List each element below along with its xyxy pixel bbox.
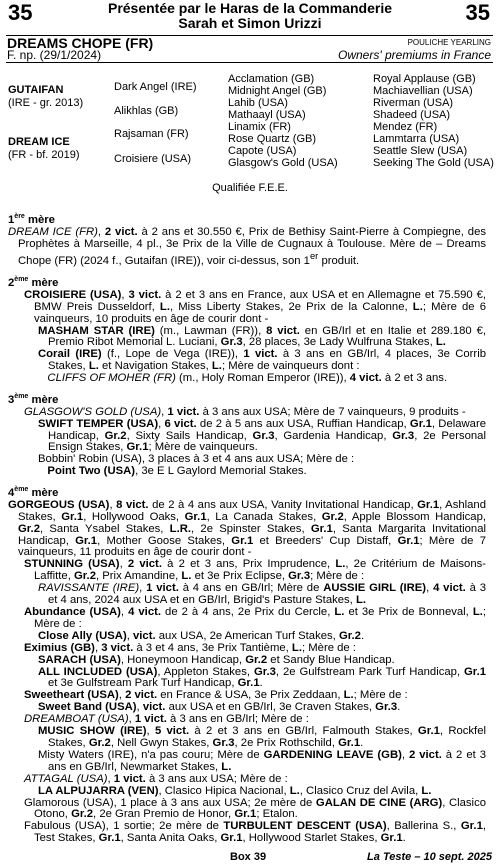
family-entry: DREAMBOAT (USA), 1 vict. à 3 ans en GB/Irl; Mère de :	[24, 713, 309, 726]
qualification-note: Qualifiée F.E.E.	[212, 182, 288, 194]
family-entry: ALL INCLUDED (USA), Appleton Stakes, Gr.3, 2e Gulfstream Park Turf Handicap, Gr.1 et 3e Gulfstream Park Turf Handicap, Gr.1.	[38, 665, 486, 690]
horse-category: POULICHE YEARLING	[407, 38, 491, 47]
g2-2: Alikhlas (GB)	[114, 105, 179, 117]
horse-birth: F. np. (29/1/2024)	[7, 48, 102, 62]
g4-3: Riverman (USA)	[373, 97, 454, 109]
family-entry: Fabulous (USA), 1 sortie; 2e mère de TURBULENT DESCENT (USA), Ballerina S., Gr.1, Test Stakes, Gr.1, Santa Anita Oaks, Gr.1, Hollywood Starlet Stakes, Gr.1.	[24, 820, 486, 845]
family-entry: Bobbin' Robin (USA), 3 places à 3 et 4 ans aux USA; Mère de :	[38, 453, 355, 466]
g4-8: Seeking The Gold (USA)	[373, 157, 494, 169]
dam-family-text	[8, 205, 486, 845]
family-entry: CROISIERE (USA), 3 vict. à 2 et 3 ans en France, aux USA et en Allemagne et 75.590 €, BMW Preis Dusseldorf, L., Miss Liberty Stakes, 2e Prix de la Calonne, L.; Mère de 6 vainqueurs, 10 produits en âge de courir dont -	[24, 288, 487, 325]
pedigree-table	[0, 70, 500, 182]
family-entry: Sweetheart (USA), 2 vict. en France & USA, 3e Prix Zeddaan, L.; Mère de :	[24, 689, 408, 702]
family-entry: CLIFFS OF MOHER (FR) (m., Holy Roman Emperor (IRE)), 4 vict. à 2 et 3 ans.	[47, 372, 448, 385]
dam-info: (FR - bf. 2019)	[8, 149, 80, 161]
section-heading: 3ème mère	[8, 393, 59, 406]
family-entry: Abundance (USA), 4 vict. de 2 à 4 ans, 2e Prix du Cercle, L. et 3e Prix de Bonneval, L.; Mère de :	[24, 606, 487, 630]
sire-info: (IRE - gr. 2013)	[8, 97, 84, 109]
section-heading: 1ère mère	[8, 213, 55, 226]
family-entry: Misty Waters (IRE), n'a pas couru; Mère de GARDENING LEAVE (GB), 2 vict. à 2 et 3 ans en GB/Irl, Newmarket Stakes, L.	[38, 748, 486, 773]
owners-premiums: Owners' premiums in France	[338, 48, 491, 62]
lot-number-left: 35	[8, 0, 33, 25]
g4-5: Mendez (FR)	[373, 121, 438, 133]
family-entry: GLASGOW'S GOLD (USA), 1 vict. à 3 ans aux USA; Mère de 7 vainqueurs, 9 produits -	[24, 405, 466, 418]
family-entry: MUSIC SHOW (IRE), 5 vict. à 2 et 3 ans en GB/Irl, Falmouth Stakes, Gr.1, Rockfel Stakes, Gr.2, Nell Gwyn Stakes, Gr.3, 2e Prix Rothschild, Gr.1.	[38, 725, 486, 749]
g2-1: Dark Angel (IRE)	[114, 81, 197, 93]
consignor: Présentée par le Haras de la Commanderie Sarah et Simon Urizzi	[107, 0, 393, 31]
box-number: Box 39	[230, 851, 267, 863]
horse-name: DREAMS CHOPE (FR)	[7, 35, 154, 51]
family-entry: Glamorous (USA), 1 place à 3 ans aux USA; 2e mère de GALAN DE CINE (ARG), Clasico Otono, Gr.2, 2e Gran Premio de Honor, Gr.1; Etalon.	[24, 796, 487, 821]
g2-4: Croisiere (USA)	[114, 153, 192, 165]
g4-7: Seattle Slew (USA)	[373, 145, 468, 157]
g4-2: Machiavellian (USA)	[373, 85, 473, 97]
g3-1: Acclamation (GB)	[228, 73, 315, 85]
g4-1: Royal Applause (GB)	[373, 73, 476, 85]
sire-name: GUTAIFAN	[8, 84, 64, 96]
family-entry: LA ALPUJARRA (VEN), Clasico Hipica Nacional, L., Clasico Cruz del Avila, L.	[38, 784, 432, 797]
g4-6: Lammtarra (USA)	[373, 133, 460, 145]
family-entry: MASHAM STAR (IRE) (m., Lawman (FR)), 8 vict. en GB/Irl et en Italie et 289.180 €, Premio Ribot Memorial L. Luciani, Gr.3, 28 places, 3e Lady Wulfruna Stakes, L.	[38, 324, 486, 349]
family-entry: Corail (IRE) (f., Lope de Vega (IRE)), 1 vict. à 3 ans en GB/Irl, 4 places, 3e Corrib Stakes, L. et Navigation Stakes, L.; Mère de vainqueurs dont :	[38, 348, 486, 373]
family-entry: SWIFT TEMPER (USA), 6 vict. de 2 à 5 ans aux USA, Ruffian Handicap, Gr.1, Delaware Handicap, Gr.2, Sixty Sails Handicap, Gr.3, Gardenia Handicap, Gr.3, 2e Personal Ensign Stakes, Gr.1; Mère de vainqueurs.	[38, 417, 487, 454]
g3-7: Capote (USA)	[228, 145, 297, 157]
lot-number-right: 35	[465, 0, 490, 25]
family-entry: Sweet Band (USA), vict. aux USA et en GB/Irl, 3e Craven Stakes, Gr.3.	[38, 701, 401, 714]
family-entry: GORGEOUS (USA), 8 vict. de 2 à 4 ans aux USA, Vanity Invitational Handicap, Gr.1, Ashland Stakes, Gr.1, Hollywood Oaks, Gr.1, La Canada Stakes, Gr.2, Apple Blossom Handicap, Gr.2, Santa Ysabel Stakes, L.R., 2e Spinster Stakes, Gr.1, Santa Margarita Invitational Handicap, Gr.1, Mother Goose Stakes, Gr.1 et Breeders' Cup Distaff, Gr.1; Mère de 7 vainqueurs, 11 produits en âge de courir dont -	[8, 498, 487, 559]
g4-4: Shadeed (USA)	[373, 109, 451, 121]
family-entry: DREAM ICE (FR), 2 vict. à 2 ans et 30.550 €, Prix de Bethisy Saint-Pierre à Compiegne, des Prophètes à Marseille, 4 pl., 3e Prix de la Ville de Cugnaux à Toulouse. Mère de – Dreams Chope (FR) (2024 f., Gutaifan (IRE)), voir ci-dessus, son 1er produit.	[8, 225, 487, 268]
g2-3: Rajsaman (FR)	[114, 128, 189, 140]
horse-title-box	[6, 35, 493, 63]
dam-name: DREAM ICE	[8, 136, 70, 148]
family-entry: Eximius (GB), 3 vict. à 3 et 4 ans, 3e Prix Tantième, L.; Mère de :	[24, 641, 356, 654]
g3-5: Linamix (FR)	[228, 121, 291, 133]
g3-6: Rose Quartz (GB)	[228, 133, 317, 145]
sale-place-date: La Teste – 10 sept. 2025	[367, 851, 492, 863]
g3-4: Mathaayl (USA)	[228, 109, 306, 121]
family-entry: Point Two (USA), 3e E L Gaylord Memorial Stakes.	[47, 465, 307, 478]
page-header	[0, 0, 500, 34]
family-entry: Close Ally (USA), vict. aux USA, 2e American Turf Stakes, Gr.2.	[38, 629, 365, 642]
g3-3: Lahib (USA)	[228, 97, 288, 109]
family-entry: STUNNING (USA), 2 vict. à 2 et 3 ans, Prix Imprudence, L., 2e Critérium de Maisons-Laffitte, Gr.2, Prix Amandine, L. et 3e Prix Eclipse, Gr.3; Mère de :	[24, 558, 487, 583]
family-entry: ATTAGAL (USA), 1 vict. à 3 ans aux USA; Mère de :	[24, 772, 288, 785]
g3-2: Midnight Angel (GB)	[228, 85, 327, 97]
g3-8: Glasgow's Gold (USA)	[228, 157, 338, 169]
family-entry: SARACH (USA), Honeymoon Handicap, Gr.2 et Sandy Blue Handicap.	[38, 653, 395, 666]
family-entry: RAVISSANTE (IRE), 1 vict. à 4 ans en GB/Irl; Mère de AUSSIE GIRL (IRE), 4 vict. à 3 et 4 ans, 2024 aux USA et en GB/Irl, Brigid's Pasture Stakes, L.	[38, 582, 487, 607]
section-heading: 4ème mère	[8, 486, 59, 499]
section-heading: 2ème mère	[8, 276, 59, 289]
